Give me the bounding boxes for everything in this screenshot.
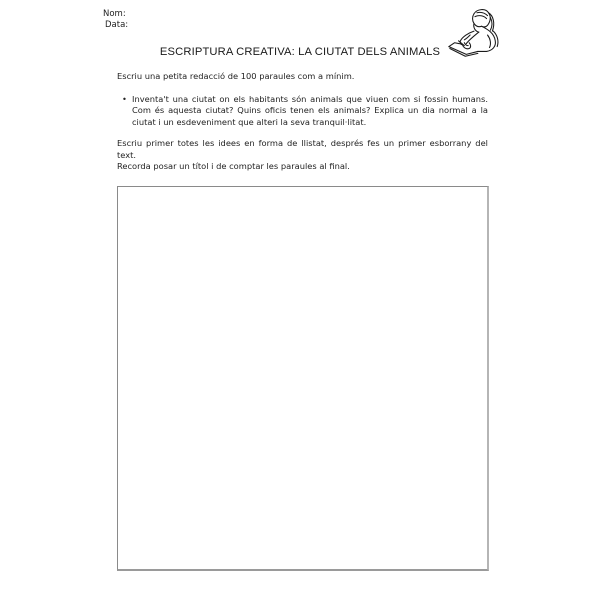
intro-text: Escriu una petita redacció de 100 paraules com a mínim.: [117, 71, 355, 81]
name-field-label: Nom:: [103, 9, 126, 19]
step-1-text: Escriu primer totes les idees en forma de llistat, després fes un primer esborrany del text.: [117, 138, 488, 160]
writing-area[interactable]: [117, 186, 489, 571]
instructions: [117, 71, 488, 173]
bullet-text: Inventa't una ciutat on els habitants són animals que viuen com si fossin humans. Com és aquesta ciutat? Quins oficis tenen els animals? Explica un dia normal a la ciutat i un esdeveniment que alteri la seva tranquil·litat.: [132, 93, 488, 127]
bullet-list: [117, 94, 488, 129]
header-fields: [103, 9, 128, 31]
page-title: ESCRIPTURA CREATIVA: LA CIUTAT DELS ANIMALS: [159, 46, 441, 58]
step-2-text: Recorda posar un títol i de comptar les paraules al final.: [117, 161, 350, 171]
list-item: [122, 93, 488, 129]
bullet-icon: •: [122, 93, 127, 104]
date-field-label: Data:: [105, 20, 129, 30]
